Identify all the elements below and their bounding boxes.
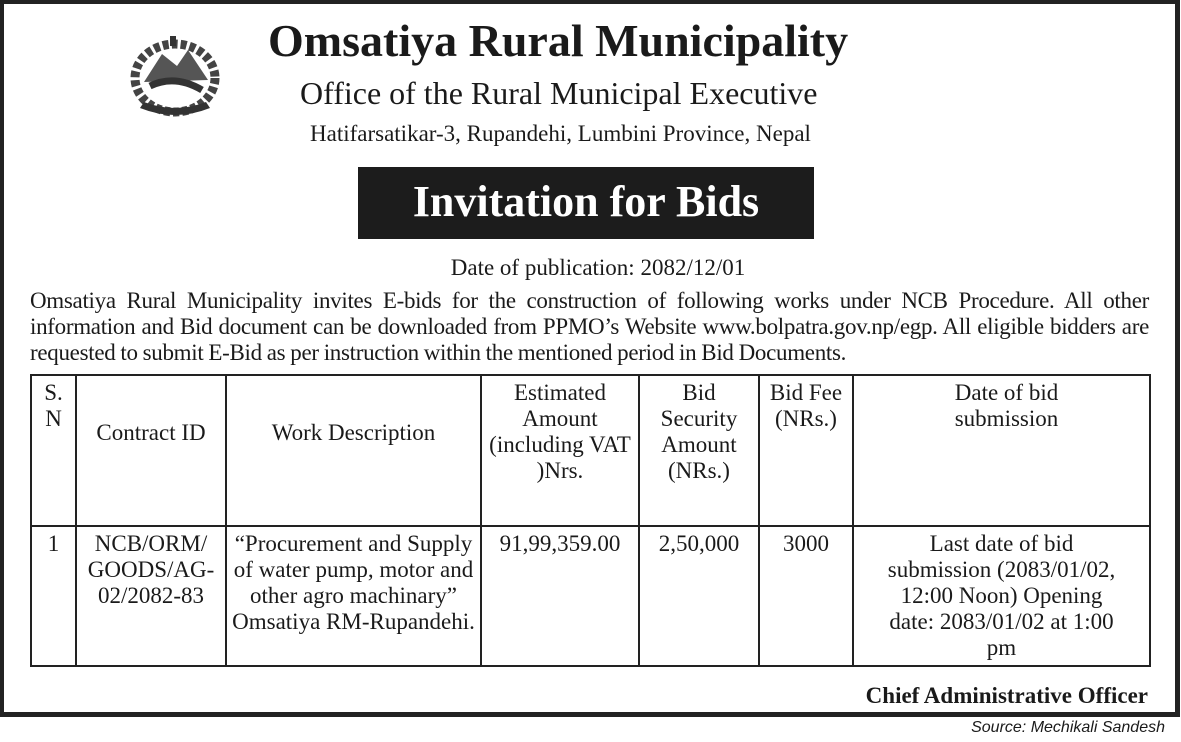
- table-row: [31, 526, 1150, 666]
- cell-submission-date: Last date of bid submission (2083/01/02, 12:00 Noon) Opening date: 2083/01/02 at 1:00 pm: [853, 526, 1150, 666]
- nepal-emblem-icon: [122, 30, 228, 122]
- header-work-description: Work Description: [226, 375, 481, 526]
- header-sn: S. N: [31, 375, 76, 526]
- cell-work-description: “Procurement and Supply of water pump, motor and other agro machinary” Omsatiya RM-Rupandehi.: [226, 526, 481, 666]
- cell-sn: 1: [31, 526, 76, 666]
- source-credit: Source: Mechikali Sandesh: [971, 719, 1165, 736]
- header-submission-date: Date of bid submission: [853, 375, 1150, 526]
- publication-date: Date of publication: 2082/12/01: [450, 255, 746, 280]
- header-estimated-amount: Estimated Amount (including VAT )Nrs.: [481, 375, 639, 526]
- header-bid-fee: Bid Fee (NRs.): [759, 375, 853, 526]
- header-bid-security: Bid Security Amount (NRs.): [639, 375, 759, 526]
- office-name: Office of the Rural Municipal Executive: [300, 75, 818, 111]
- cell-bid-fee: 3000: [759, 526, 853, 666]
- cell-bid-security: 2,50,000: [639, 526, 759, 666]
- cell-estimated-amount: 91,99,359.00: [481, 526, 639, 666]
- intro-paragraph: Omsatiya Rural Municipality invites E-bids for the construction of following works under NCB Procedure. All other information and Bid document can be downloaded from PPMO’s Website www.bolpatra.gov.np/egp. All eligible bidders are requested to submit E-Bid as per instruction within the mentioned period in Bid Documents.: [30, 288, 1149, 365]
- address: Hatifarsatikar-3, Rupandehi, Lumbini Province, Nepal: [310, 121, 811, 146]
- table-header-row: [31, 375, 1150, 526]
- notice-body: [30, 288, 1149, 709]
- cell-contract-id: NCB/ORM/ GOODS/AG-02/2082-83: [76, 526, 226, 666]
- bid-table: [30, 374, 1151, 667]
- municipality-title: Omsatiya Rural Municipality: [268, 15, 849, 66]
- signature: Chief Administrative Officer: [865, 683, 1148, 708]
- notice-title: Invitation for Bids: [358, 167, 814, 239]
- header-contract-id: Contract ID: [76, 375, 226, 526]
